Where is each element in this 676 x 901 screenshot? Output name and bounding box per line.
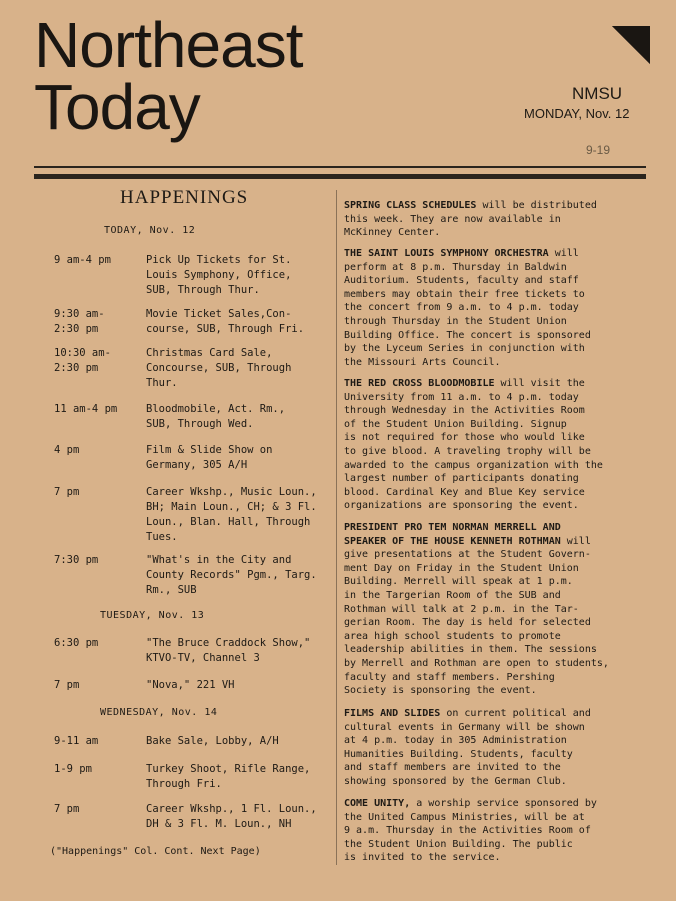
masthead-rule-thin bbox=[34, 166, 646, 168]
article-body: will give presentations at the Student Govern- ment Day on Friday in the Student Union Building. Merrell will speak at 1 p.m. in the Targerian Room of the SUB and Rothman will talk at 2 p.m. in the Tar- gerian Room. The day is held for selected area high school students to promote leadership abilities in them. The sessions by Merrell and Rothman are open to students, faculty and staff members. Pershing Society is sponsoring the event. bbox=[344, 535, 609, 697]
article-lead: THE RED CROSS BLOODMOBILE bbox=[344, 378, 495, 389]
article-lead: PRESIDENT PRO TEM NORMAN MERRELL AND SPEAKER OF THE HOUSE KENNETH ROTHMAN bbox=[344, 522, 561, 547]
article-lead: THE SAINT LOUIS SYMPHONY ORCHESTRA bbox=[344, 248, 549, 259]
article-lead: FILMS AND SLIDES bbox=[344, 708, 441, 719]
org-label: NMSU bbox=[572, 84, 623, 103]
article bbox=[344, 707, 634, 789]
event-desc: Bake Sale, Lobby, A/H bbox=[146, 735, 279, 747]
event-time: 6:30 pm bbox=[54, 637, 99, 649]
masthead-title bbox=[34, 9, 303, 143]
event-desc: "Nova," 221 VH bbox=[146, 679, 235, 691]
article-body: a worship service sponsored by the United Campus Ministries, will be at 9 a.m. Thursday in the Activities Room of the Student Union Building. The public is invited to the service. bbox=[344, 798, 597, 864]
event-time: 9:30 am- 2:30 pm bbox=[54, 308, 105, 335]
article bbox=[344, 521, 634, 698]
event-time: 9-11 am bbox=[54, 735, 99, 747]
article bbox=[344, 199, 634, 240]
event-desc: Christmas Card Sale, Concourse, SUB, Through Thur. bbox=[146, 347, 292, 389]
event-time: 7 pm bbox=[54, 679, 80, 691]
article bbox=[344, 247, 634, 369]
article-body: will perform at 8 p.m. Thursday in Baldwin Auditorium. Students, faculty and staff members may obtain their free tickets to the concert from 9 a.m. to 4 p.m. today through Thursday in the Student Union Building Office. The concert is sponsored by the Lyceum Series in conjunction with the Missouri Arts Council. bbox=[344, 248, 591, 368]
article bbox=[344, 797, 634, 865]
event-time: 4 pm bbox=[54, 444, 80, 456]
article-body: on current political and cultural events in Germany will be shown at 4 p.m. today in 305 Administration Humanities Building. Students, faculty and staff members are invited to the showing sponsored by the German Club. bbox=[344, 708, 591, 787]
event-time: 9 am-4 pm bbox=[54, 254, 111, 266]
event-desc: Bloodmobile, Act. Rm., SUB, Through Wed. bbox=[146, 403, 286, 430]
event-time: 7:30 pm bbox=[54, 554, 99, 566]
event-desc: Turkey Shoot, Rifle Range, Through Fri. bbox=[146, 763, 311, 790]
event-desc: Career Wkshp., 1 Fl. Loun., DH & 3 Fl. M. Loun., NH bbox=[146, 803, 317, 830]
issue-number: 9-19 bbox=[586, 143, 611, 157]
day-heading: WEDNESDAY, Nov. 14 bbox=[100, 707, 218, 718]
continued-note: ("Happenings" Col. Cont. Next Page) bbox=[50, 846, 261, 857]
event-desc: Film & Slide Show on Germany, 305 A/H bbox=[146, 444, 273, 471]
event-time: 7 pm bbox=[54, 803, 80, 815]
column-divider bbox=[336, 190, 337, 865]
article-body: will visit the University from 11 a.m. to 4 p.m. today through Wednesday in the Activities Room of the Student Union Building. Signup is not required for those who would like to give blood. A traveling trophy will be awarded to the campus organization with the largest number of participants donating blood. Cardinal Key and Blue Key service organizations are sponsoring the event. bbox=[344, 378, 603, 512]
dateline: MONDAY, Nov. 12 bbox=[524, 106, 630, 121]
masthead-title-line1: Northeast bbox=[34, 9, 303, 81]
event-desc: Career Wkshp., Music Loun., BH; Main Loun., CH; & 3 Fl. Loun., Blan. Hall, Through Tues. bbox=[146, 486, 317, 543]
event-desc: Pick Up Tickets for St. Louis Symphony, Office, SUB, Through Thur. bbox=[146, 254, 292, 296]
event-desc: "The Bruce Craddock Show," KTVO-TV, Channel 3 bbox=[146, 637, 311, 664]
event-time: 11 am-4 pm bbox=[54, 403, 118, 415]
masthead-title-line2: Today bbox=[34, 71, 200, 143]
masthead-rule-thick bbox=[34, 174, 646, 179]
article-lead: SPRING CLASS SCHEDULES bbox=[344, 200, 477, 211]
article bbox=[344, 377, 634, 513]
happenings-heading: HAPPENINGS bbox=[120, 187, 249, 208]
day-heading: TODAY, Nov. 12 bbox=[104, 225, 196, 236]
corner-triangle-icon bbox=[612, 26, 650, 64]
day-heading: TUESDAY, Nov. 13 bbox=[100, 610, 205, 621]
event-time: 10:30 am- 2:30 pm bbox=[54, 347, 111, 374]
event-desc: "What's in the City and County Records" Pgm., Targ. Rm., SUB bbox=[146, 554, 317, 596]
event-desc: Movie Ticket Sales,Con- course, SUB, Through Fri. bbox=[146, 308, 305, 335]
article-body: will be distributed this week. They are now available in McKinney Center. bbox=[344, 200, 597, 239]
event-time: 1-9 pm bbox=[54, 763, 92, 775]
article-lead: COME UNITY, bbox=[344, 798, 411, 809]
event-time: 7 pm bbox=[54, 486, 80, 498]
